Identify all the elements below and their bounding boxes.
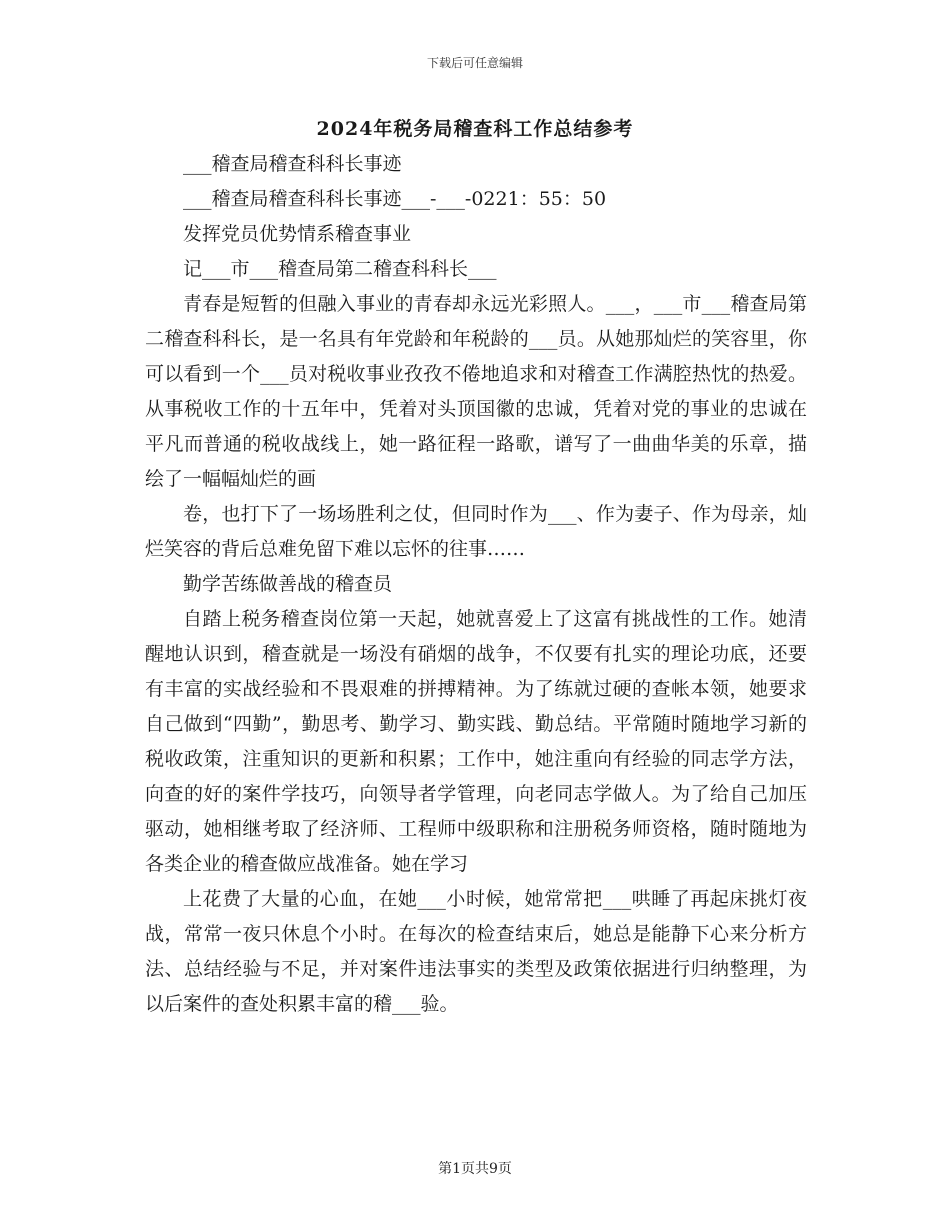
paragraph-subtitle: ___稽查局稽查科科长事迹 (183, 153, 402, 175)
paragraph-byline: 记___市___稽查局第二稽查科科长___ (183, 258, 497, 280)
paragraph-study-cont: 上花费了大量的心血，在她___小时候，她常常把___哄睡了再起床挑灯夜战，常常一夜只休息个小时。在每次的检查结束后，她总是能静下心来分析方法、总结经验与不足，并对案件违法事实的类型及政策依据进行归纳整理，为以后案件的查处积累丰富的稽___验。 (145, 888, 807, 1015)
page-footer: 第1页共9页 (438, 1161, 512, 1177)
document-title: 2024年税务局稽查科工作总结参考 (316, 118, 634, 140)
document-body (145, 147, 807, 1022)
paragraph-heading: 发挥党员优势情系稽查事业 (183, 223, 412, 245)
paragraph-intro-cont: 卷，也打下了一场场胜利之仗，但同时作为___、作为妻子、作为母亲，灿烂笑容的背后总难免留下难以忘怀的往事…… (145, 503, 807, 560)
paragraph-study: 自踏上税务稽查岗位第一天起，她就喜爱上了这富有挑战性的工作。她清醒地认识到，稽查就是一场没有硝烟的战争，不仅要有扎实的理论功底，还要有丰富的实战经验和不畏艰难的拼搏精神。为了练就过硬的查帐本领，她要求自己做到“四勤”，勤思考、勤学习、勤实践、勤总结。平常随时随地学习新的税收政策，注重知识的更新和积累；工作中，她注重向有经验的同志学方法，向查的好的案件学技巧，向领导者学管理，向老同志学做人。为了给自己加压驱动，她相继考取了经济师、工程师中级职称和注册税务师资格，随时随地为各类企业的稽查做应战准备。她在学习 (145, 608, 807, 875)
header-note: 下载后可任意编辑 (426, 56, 523, 70)
paragraph-subtitle-date: ___稽查局稽查科科长事迹___-___-0221：55：50 (183, 188, 607, 210)
paragraph-intro: 青春是短暂的但融入事业的青春却永远光彩照人。___，___市___稽查局第二稽查科科长，是一名具有年党龄和年税龄的___员。从她那灿烂的笑容里，你可以看到一个___员对税收事业孜孜不倦地追求和对稽查工作满腔热忱的热爱。从事税收工作的十五年中，凭着对头顶国徽的忠诚，凭着对党的事业的忠诚在平凡而普通的税收战线上，她一路征程一路歌，谱写了一曲曲华美的乐章，描绘了一幅幅灿烂的画 (145, 293, 807, 490)
section-heading: 勤学苦练做善战的稽查员 (183, 573, 393, 595)
